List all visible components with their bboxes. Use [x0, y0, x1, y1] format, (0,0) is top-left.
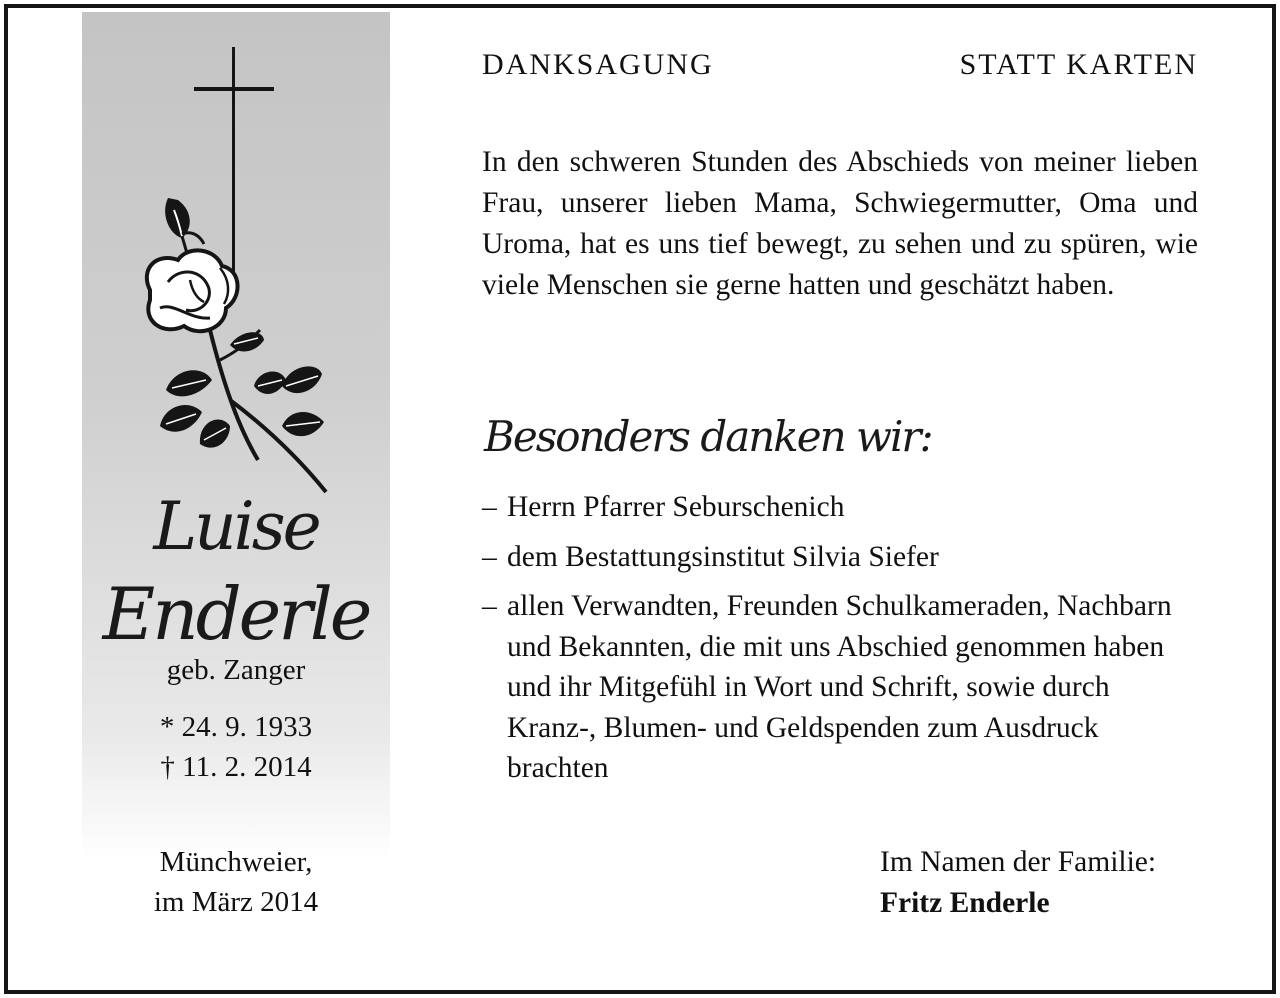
signature-block — [880, 842, 1156, 924]
life-dates — [82, 707, 390, 787]
intro-paragraph: In den schweren Stunden des Abschieds von meiner lieben Frau, unserer lieben Mama, Schwiegermutter, Oma und Uroma, hat es uns tief bewegt, zu sehen und zu spüren, wie viele Menschen sie gerne hatten und geschätzt haben. — [482, 146, 1198, 301]
signature-intro: Im Namen der Familie: — [880, 846, 1157, 878]
cross-horizontal-bar — [194, 87, 274, 91]
header-statt-karten: STATT KARTEN — [959, 48, 1198, 81]
date-line: im März 2014 — [153, 886, 319, 918]
signature-name: Fritz Enderle — [880, 887, 1050, 919]
thanks-list — [482, 487, 1202, 798]
list-dash: – — [482, 590, 497, 622]
list-item — [482, 537, 1202, 578]
thanks-heading: Besonders danken wir: — [484, 412, 932, 461]
header-danksagung: DANKSAGUNG — [482, 48, 714, 81]
rose-icon — [130, 190, 350, 500]
deceased-last-name: Enderle — [102, 572, 370, 656]
list-dash: – — [482, 491, 497, 523]
list-item — [482, 586, 1202, 789]
maiden-name: geb. Zanger — [166, 654, 306, 686]
birth-date: * 24. 9. 1933 — [159, 711, 313, 743]
list-item-text: Herrn Pfarrer Seburschenich — [507, 491, 845, 523]
list-item — [482, 487, 1202, 528]
list-item-text: dem Bestattungsinstitut Silvia Siefer — [507, 540, 939, 573]
list-dash: – — [482, 540, 497, 573]
death-date: † 11. 2. 2014 — [160, 751, 312, 783]
place-line: Münchweier, — [159, 846, 313, 878]
place-and-date — [82, 842, 390, 922]
list-item-text: allen Verwandten, Freunden Schulkameraden, Nachbarn und Bekannten, die mit uns Abschied genommen haben und ihr Mitgefühl in Wort und Schrift, sowie durch Kranz-, Blumen- und Geldspenden zum Ausdruck brachten — [507, 590, 1172, 784]
deceased-first-name: Luise — [153, 488, 319, 565]
